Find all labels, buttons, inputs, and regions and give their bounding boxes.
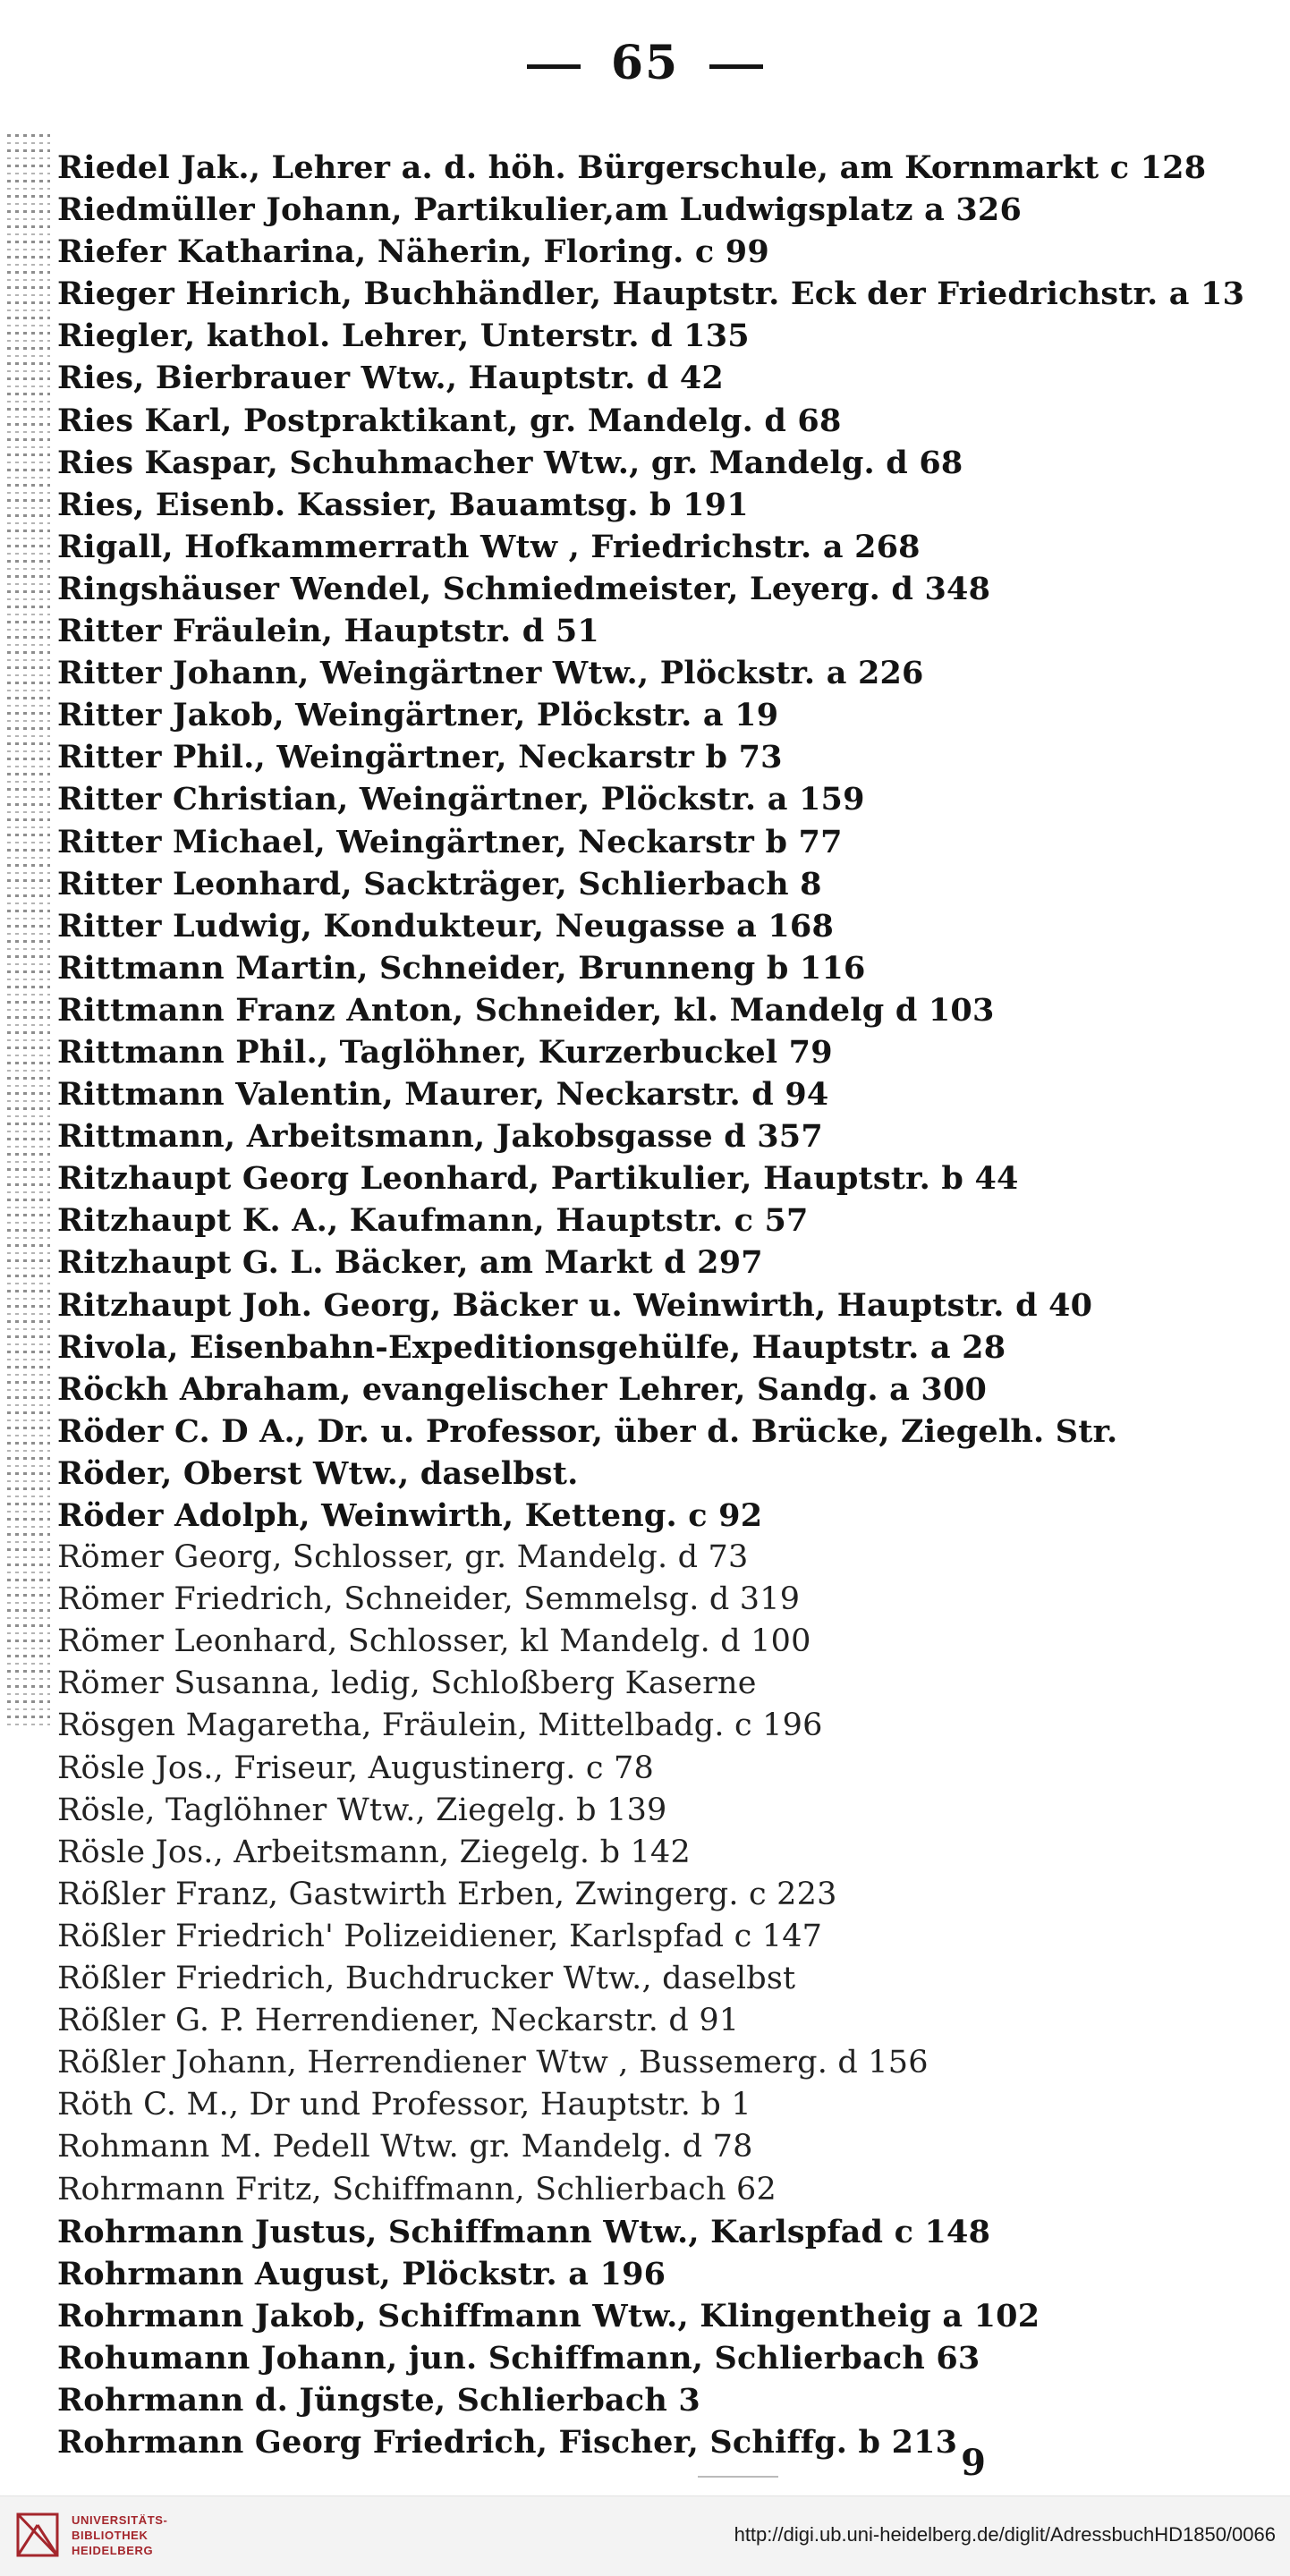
directory-entry: Ritter Fräulein, Hauptstr. d 51 [57,613,599,650]
signature-mark: 9 [961,2442,986,2484]
library-name-line: UNIVERSITÄTS- [72,2513,168,2527]
directory-entry: Rösle Jos., Arbeitsmann, Ziegelg. b 142 [57,1834,691,1870]
signature-rule [698,2476,778,2478]
directory-entry: Römer Leonhard, Schlosser, kl Mandelg. d 100 [57,1623,811,1660]
directory-entry: Riefer Katharina, Näherin, Floring. c 99 [57,233,769,271]
directory-entry: Rohrmann Justus, Schiffmann Wtw., Karlspfad c 148 [57,2213,991,2250]
directory-entry: Ries, Bierbrauer Wtw., Hauptstr. d 42 [57,360,724,397]
page-header [0,36,1290,90]
directory-entry: Riegler, kathol. Lehrer, Unterstr. d 135 [57,318,750,355]
directory-entry: Rößler Friedrich, Buchdrucker Wtw., daselbst [57,1961,796,1997]
library-name-line: BIBLIOTHEK [72,2529,149,2542]
directory-entry: Ritzhaupt K. A., Kaufmann, Hauptstr. c 57 [57,1202,809,1240]
directory-entries [57,147,1274,2463]
directory-entry: Römer Friedrich, Schneider, Semmelsg. d 319 [57,1581,801,1618]
directory-entry: Ries, Eisenb. Kassier, Bauamtsg. b 191 [57,486,749,523]
directory-entry: Rößler Friedrich' Polizeidiener, Karlspfad c 147 [57,1918,823,1954]
directory-entry: Riedmüller Johann, Partikulier,am Ludwigsplatz a 326 [57,191,1023,229]
directory-entry: Rößler Franz, Gastwirth Erben, Zwingerg. c 223 [57,1876,837,1912]
directory-entry: Röder C. D A., Dr. u. Professor, über d. Brücke, Ziegelh. Str. [57,1412,1118,1450]
directory-entry: Röder Adolph, Weinwirth, Ketteng. c 92 [57,1497,763,1534]
directory-entry: Rohrmann Jakob, Schiffmann Wtw., Klingentheig a 102 [57,2297,1040,2334]
directory-entry: Rößler Johann, Herrendiener Wtw , Bussemerg. d 156 [57,2045,929,2081]
directory-entry: Ritzhaupt Georg Leonhard, Partikulier, Hauptstr. b 44 [57,1160,1019,1198]
header-dash-left [527,64,581,69]
directory-entry: Ritter Michael, Weingärtner, Neckarstr b 77 [57,823,843,860]
directory-entry: Rohrmann Fritz, Schiffmann, Schlierbach 62 [57,2171,777,2207]
binding-gutter-marks [7,134,50,1726]
directory-entry: Ritter Phil., Weingärtner, Neckarstr b 73 [57,739,783,776]
directory-entry: Röder, Oberst Wtw., daselbst. [57,1454,579,1492]
directory-entry: Rittmann Phil., Taglöhner, Kurzerbuckel 79 [57,1033,833,1071]
directory-entry: Rohrmann August, Plöckstr. a 196 [57,2255,666,2292]
directory-entry: Rieger Heinrich, Buchhändler, Hauptstr. Eck der Friedrichstr. a 13 [57,275,1245,313]
directory-entry: Römer Georg, Schlosser, gr. Mandelg. d 73 [57,1539,749,1576]
library-name-line: HEIDELBERG [72,2544,154,2557]
directory-entry: Rohrmann d. Jüngste, Schlierbach 3 [57,2381,700,2419]
directory-entry: Röckh Abraham, evangelischer Lehrer, Sandg. a 300 [57,1370,988,1408]
directory-entry: Ritter Jakob, Weingärtner, Plöckstr. a 19 [57,697,779,734]
directory-entry: Rittmann, Arbeitsmann, Jakobsgasse d 357 [57,1118,823,1156]
directory-entry: Ries Karl, Postpraktikant, gr. Mandelg. d 68 [57,402,842,439]
directory-entry: Rivola, Eisenbahn-Expeditionsgehülfe, Hauptstr. a 28 [57,1328,1006,1366]
library-name [72,2512,167,2558]
directory-entry: Rittmann Valentin, Maurer, Neckarstr. d 94 [57,1076,829,1114]
footer-bar [0,2496,1290,2576]
directory-entry: Rittmann Franz Anton, Schneider, kl. Mandelg d 103 [57,991,995,1029]
directory-entry: Rößler G. P. Herrendiener, Neckarstr. d 91 [57,2003,740,2039]
library-logo-icon[interactable] [14,2509,61,2561]
source-url-link[interactable]: http://digi.ub.uni-heidelberg.de/diglit/AdressbuchHD1850/0066 [734,2523,1276,2546]
directory-entry: Rohmann M. Pedell Wtw. gr. Mandelg. d 78 [57,2129,753,2165]
directory-entry: Rösgen Magaretha, Fräulein, Mittelbadg. c 196 [57,1707,823,1744]
directory-entry: Rösle, Taglöhner Wtw., Ziegelg. b 139 [57,1792,667,1828]
directory-entry: Rösle Jos., Friseur, Augustinerg. c 78 [57,1750,654,1786]
directory-entry: Römer Susanna, ledig, Schloßberg Kaserne [57,1665,757,1702]
directory-entry: Rohrmann Georg Friedrich, Fischer, Schiffg. b 213 [57,2424,958,2462]
directory-entry: Rohumann Johann, jun. Schiffmann, Schlierbach 63 [57,2339,980,2377]
directory-entry: Röth C. M., Dr und Professor, Hauptstr. b 1 [57,2087,751,2123]
directory-entry: Ritter Leonhard, Sackträger, Schlierbach 8 [57,865,822,902]
directory-entry: Ritzhaupt G. L. Bäcker, am Markt d 297 [57,1244,763,1282]
directory-entry: Riedel Jak., Lehrer a. d. höh. Bürgerschule, am Kornmarkt c 128 [57,149,1207,186]
directory-entry: Ritter Johann, Weingärtner Wtw., Plöckstr. a 226 [57,655,924,692]
directory-entry: Rittmann Martin, Schneider, Brunneng b 116 [57,949,866,987]
page-number: 65 [610,36,680,90]
directory-entry: Ritter Christian, Weingärtner, Plöckstr. a 159 [57,781,865,818]
directory-entry: Ritzhaupt Joh. Georg, Bäcker u. Weinwirth, Hauptstr. d 40 [57,1286,1093,1324]
header-dash-right [709,64,763,69]
directory-entry: Ries Kaspar, Schuhmacher Wtw., gr. Mandelg. d 68 [57,444,963,481]
directory-entry: Ringshäuser Wendel, Schmiedmeister, Leyerg. d 348 [57,570,991,607]
directory-entry: Rigall, Hofkammerrath Wtw , Friedrichstr. a 268 [57,528,921,565]
directory-entry: Ritter Ludwig, Kondukteur, Neugasse a 168 [57,907,835,945]
